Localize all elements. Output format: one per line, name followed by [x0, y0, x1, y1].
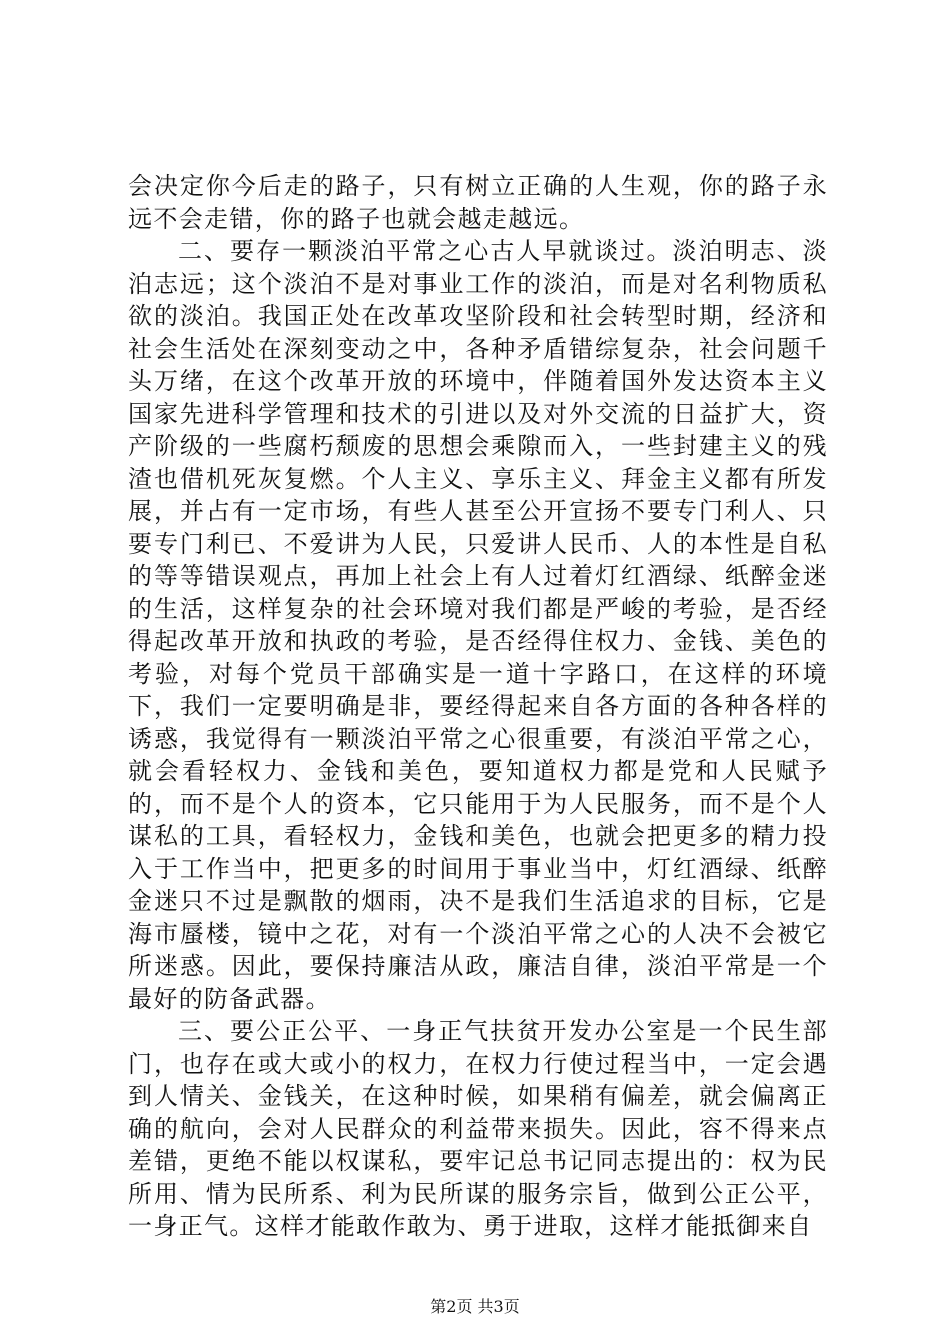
document-body — [128, 170, 828, 1243]
page-footer: 第2页 共3页 — [430, 1297, 520, 1316]
paragraph-section-two: 二、要存一颗淡泊平常之心古人早就谈过。淡泊明志、淡泊志远；这个淡泊不是对事业工作的淡泊，而是对名利物质私欲的淡泊。我国正处在改革攻坚阶段和社会转型时期，经济和社会生活处在深刻变动之中，各种矛盾错综复杂，社会问题千头万绪，在这个改革开放的环境中，伴随着国外发达资本主义国家先进科学管理和技术的引进以及对外交流的日益扩大，资产阶级的一些腐朽颓废的思想会乘隙而入，一些封建主义的残渣也借机死灰复燃。个人主义、享乐主义、拜金主义都有所发展，并占有一定市场，有些人甚至公开宣扬不要专门利人、只要专门利已、不爱讲为人民，只爱讲人民币、人的本性是自私的等等错误观点，再加上社会上有人过着灯红酒绿、纸醉金迷的生活，这样复杂的社会环境对我们都是严峻的考验，是否经得起改革开放和执政的考验，是否经得住权力、金钱、美色的考验，对每个党员干部确实是一道十字路口，在这样的环境下，我们一定要明确是非，要经得起来自各方面的各种各样的诱惑，我觉得有一颗淡泊平常之心很重要，有淡泊平常之心，就会看轻权力、金钱和美色，要知道权力都是党和人民赋予的，而不是个人的资本，它只能用于为人民服务，而不是个人谋私的工具，看轻权力，金钱和美色，也就会把更多的精力投入于工作当中，把更多的时间用于事业当中，灯红酒绿、纸醉金迷只不过是飘散的烟雨，决不是我们生活追求的目标，它是海市蜃楼，镜中之花，对有一个淡泊平常之心的人决不会被它所迷惑。因此，要保持廉洁从政，廉洁自律，淡泊平常是一个最好的防备武器。 — [128, 237, 828, 1013]
paragraph-section-three: 三、要公正公平、一身正气扶贫开发办公室是一个民生部门，也存在或大或小的权力，在权力行使过程当中，一定会遇到人情关、金钱关，在这种时候，如果稍有偏差，就会偏离正确的航向，会对人民群众的利益带来损失。因此，容不得来点差错，更绝不能以权谋私，要牢记总书记同志提出的：权为民所用、情为民所系、利为民所谋的服务宗旨，做到公正公平，一身正气。这样才能敢作敢为、勇于进取，这样才能抵御来自 — [128, 1017, 828, 1240]
paragraph-continuation: 会决定你今后走的路子，只有树立正确的人生观，你的路子永远不会走错，你的路子也就会越走越远。 — [128, 172, 828, 233]
